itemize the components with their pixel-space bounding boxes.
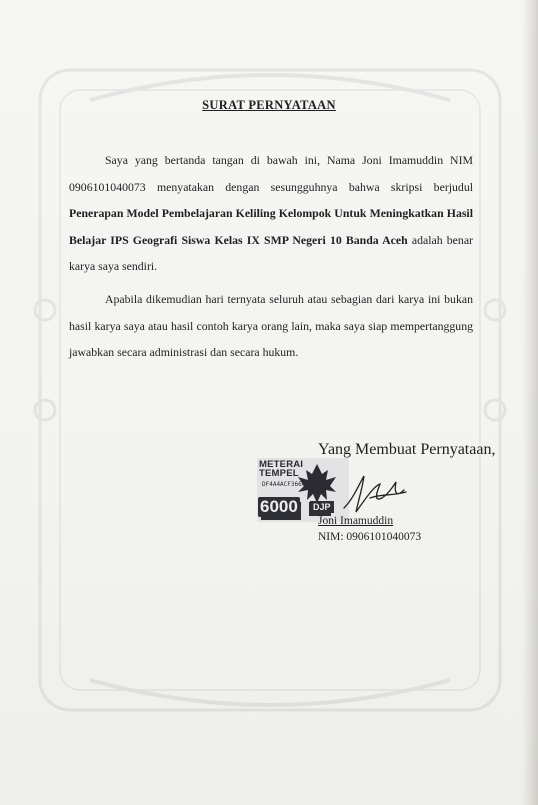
handwritten-signature: [340, 468, 410, 518]
statement-paragraph: [69, 147, 473, 280]
stamp-label: [259, 460, 303, 478]
statement-intro: Saya yang bertanda tangan di bawah ini, Nama Joni Imamuddin NIM 0906101040073 menyatakan dengan sesungguhnya bahwa skripsi berjudul: [69, 153, 473, 194]
stamp-value: 6000: [260, 497, 298, 516]
statement-outro: adalah benar karya saya sendiri.: [69, 232, 473, 273]
stamp-serial: DF4A4ACF366066916: [262, 481, 324, 488]
liability-paragraph: Apabila dikemudian hari ternyata seluruh atau sebagian dari karya ini bukan hasil karya saya atau hasil contoh karya orang lain, maka saya siap mempertanggung jawabkan secara administrasi dan secara hukum.: [69, 292, 473, 359]
thesis-title: Penerapan Model Pembelajaran Keliling Kelompok Untuk Meningkatkan Hasil Belajar IPS Geografi Siswa Kelas IX SMP Negeri 10 Banda Aceh: [69, 206, 473, 247]
stamp-label-line1: METERAI: [259, 459, 304, 470]
made-by-label: Yang Membuat Pernyataan,: [318, 441, 496, 458]
document-title: SURAT PERNYATAAN: [202, 98, 336, 112]
signer-name: Joni Imamuddin: [318, 515, 394, 527]
stamp-label-line2: TEMPEL: [259, 468, 299, 479]
page-edge-shadow: [522, 0, 538, 805]
signer-nim: NIM: 0906101040073: [318, 531, 422, 543]
stamp-code: DJP: [310, 501, 334, 513]
